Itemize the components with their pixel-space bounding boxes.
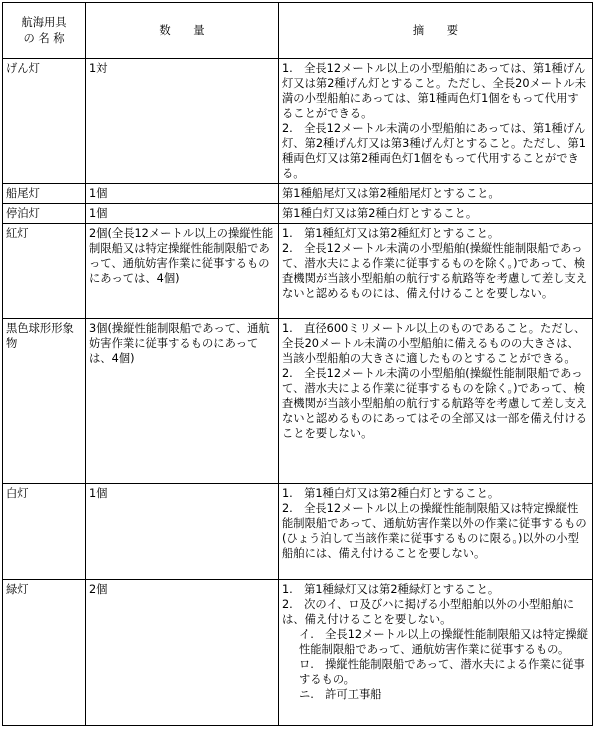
note-item: 1. 全長12メートル以上の小型船舶にあっては、第1種げん灯又は第2種げん灯とすること。ただし、全長20メートル未満の小型船舶にあっては、第1種両色灯1個をもって代用することができる。 [282,62,586,120]
row-name: 白灯 [3,484,86,580]
note-item: 1. 第1種緑灯又は第2種緑灯とすること。 [282,583,500,596]
table-row [3,184,593,204]
row-quantity: 2個 [86,580,279,726]
header-name-line2: の 名 称 [23,31,65,45]
note-item: 1. 直径600ミリメートル以上のものであること。ただし、全長20メートル未満の小型船舶に備えるものの大きさは、当該小型船舶の大きさに適したものとすることができる。 [282,322,586,365]
row-name: 黒色球形形象物 [3,319,86,484]
note-item: 2. 全長12メートル未満の小型船舶(操縦性能制限船であって、潜水夫による作業に従事するものを除く。)であって、検査機関が当該小型船舶の航行する航路等を考慮して差し支えないと認めるものには、備え付けることを要しない。 [282,242,588,300]
table-row [3,224,593,319]
sub-item: イ. 全長12メートル以上の操縦性能制限船又は特定操縦性能制限船であって、通航妨害作業に従事するもの。 [298,628,589,656]
note-item: 1. 第1種紅灯又は第2種紅灯とすること。 [282,227,500,240]
table-row [3,580,593,726]
row-notes [279,59,593,184]
row-quantity: 1対 [86,59,279,184]
row-name: 停泊灯 [3,204,86,224]
note-item: 2. 全長12メートル以上の操縦性能制限船又は特定操縦性能制限船であって、通航妨害作業以外の作業に従事するもの(ひょう泊して当該作業に従事するものに限る。)以外の小型船舶には、備え付けることを要しない。 [282,502,587,560]
table-row [3,484,593,580]
sub-item: ロ. 操縦性能制限船であって、潜水夫による作業に従事するもの。 [298,658,585,686]
row-quantity: 2個(全長12メートル以上の操縦性能制限船又は特定操縦性能制限船であって、通航妨害作業に従事するものにあっては、4個) [86,224,279,319]
note-item: 2. 全長12メートル未満の小型船舶(操縦性能制限船であって、潜水夫による作業に従事するものを除く。)であって、検査機関が当該小型船舶の航行する航路等を考慮して差し支えないと認めるものにあってはその全部又は一部を備え付けることを要しない。 [282,367,588,440]
header-summary-label: 摘 要 [412,24,459,37]
row-name: げん灯 [3,59,86,184]
row-notes [279,184,593,204]
note-item: 2. 全長12メートル未満の小型船舶にあっては、第1種げん灯、第2種げん灯又は第3種げん灯とすること。ただし、第1種両色灯又は第2種両色灯1個をもって代用することができる。 [282,122,586,180]
header-quantity [86,3,279,59]
row-name: 船尾灯 [3,184,86,204]
note-item: 第1種白灯又は第2種白灯とすること。 [282,207,478,220]
equipment-table [2,2,593,726]
row-quantity: 3個(操縦性能制限船であって、通航妨害作業に従事するものにあっては、4個) [86,319,279,484]
header-name [3,3,86,59]
row-notes [279,224,593,319]
row-notes [279,204,593,224]
row-notes [279,484,593,580]
row-name: 紅灯 [3,224,86,319]
header-quantity-label: 数 量 [159,24,205,37]
row-quantity: 1個 [86,484,279,580]
row-name: 緑灯 [3,580,86,726]
header-summary [279,3,593,59]
table-row [3,204,593,224]
header-name-line1: 航海用具 [21,15,67,29]
table-row [3,59,593,184]
note-item: 1. 第1種白灯又は第2種白灯とすること。 [282,487,500,500]
row-quantity: 1個 [86,204,279,224]
table-row [3,319,593,484]
row-notes [279,580,593,726]
sub-item: ニ. 許可工事船 [298,688,382,701]
row-quantity: 1個 [86,184,279,204]
row-notes [279,319,593,484]
note-item: 2. 次のイ、ロ及びハに掲げる小型船舶以外の小型船舶には、備え付けることを要しない。 [282,598,575,626]
note-item: 第1種船尾灯又は第2種船尾灯とすること。 [282,187,500,200]
header-row [3,3,593,59]
